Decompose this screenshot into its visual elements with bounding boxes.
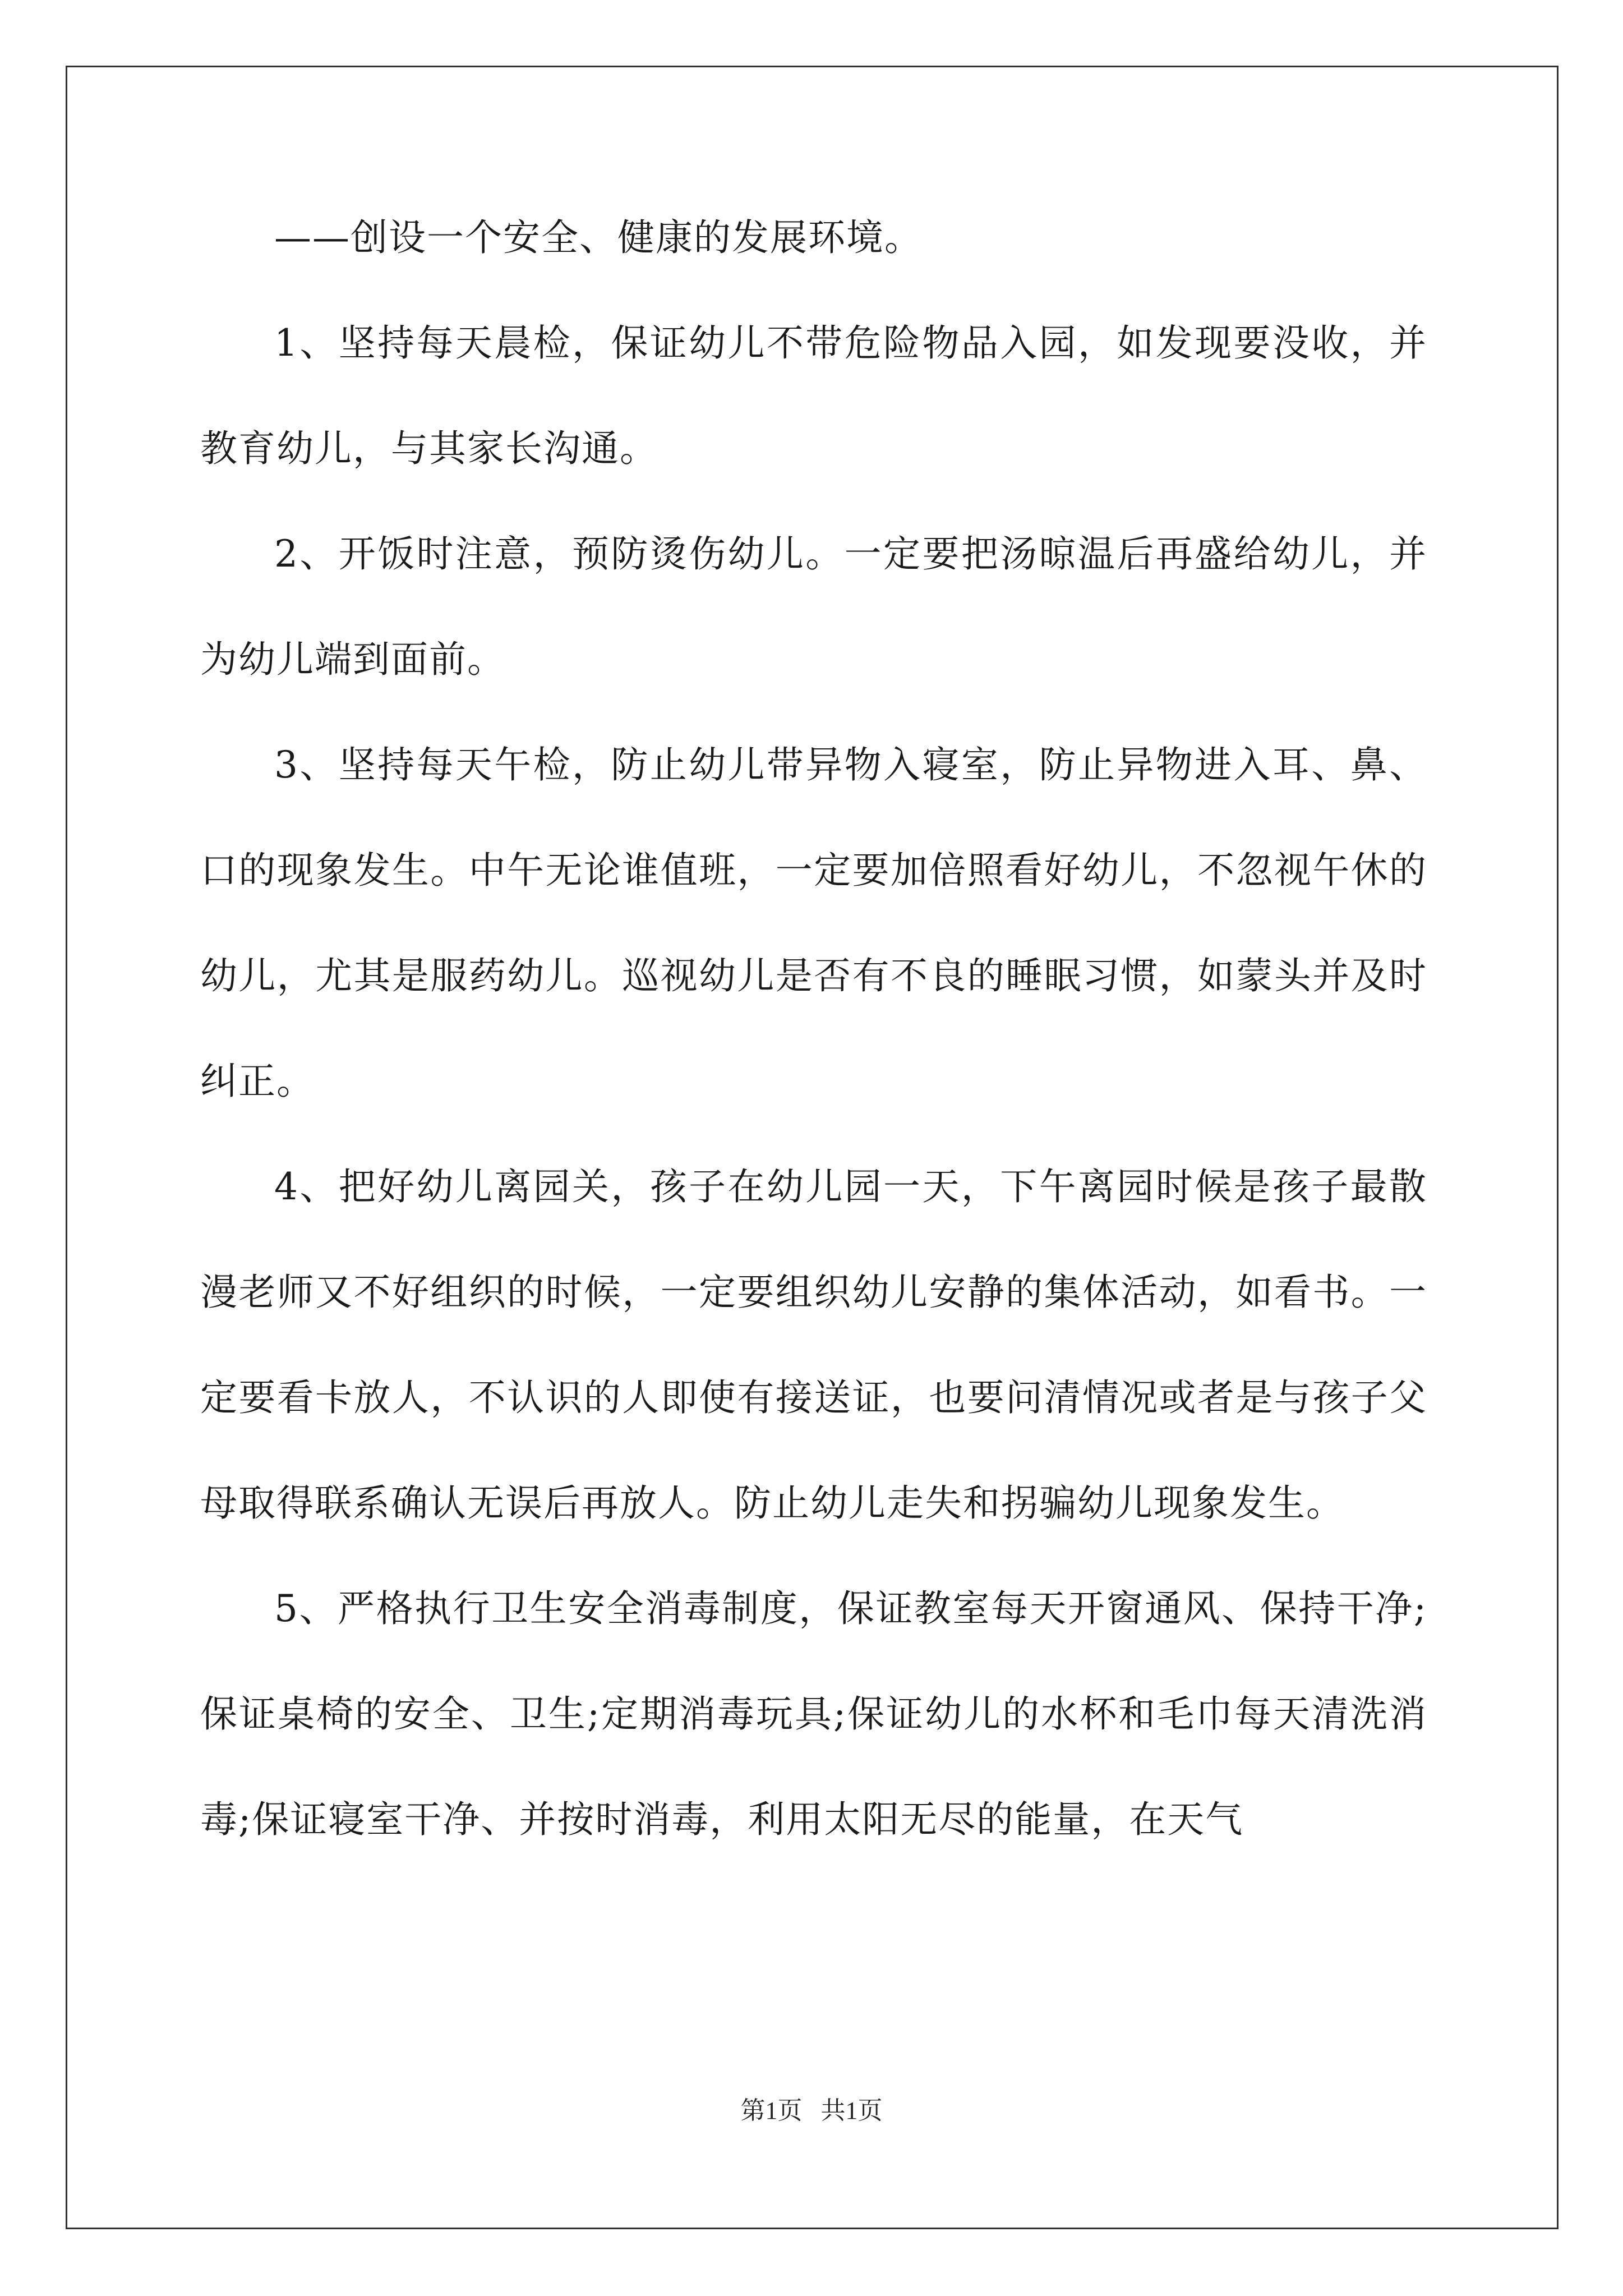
paragraph-item-4: 4、把好幼儿离园关，孩子在幼儿园一天，下午离园时候是孩子最散漫老师又不好组织的时候，一定要组织幼儿安静的集体活动，如看书。一定要看卡放人，不认识的人即使有接送证，也要问清情况或者是与孩子父母取得联系确认无误后再放人。防止幼儿走失和拐骗幼儿现象发生。 <box>200 1165 1427 1525</box>
paragraph-item-2: 2、开饭时注意，预防烫伤幼儿。一定要把汤晾温后再盛给幼儿，并为幼儿端到面前。 <box>200 532 1427 681</box>
document-body <box>200 185 1427 1872</box>
paragraph-intro: ——创设一个安全、健康的发展环境。 <box>274 216 923 259</box>
paragraph-item-5: 5、严格执行卫生安全消毒制度，保证教室每天开窗通风、保持干净;保证桌椅的安全、卫生;定期消毒玩具;保证幼儿的水杯和毛巾每天清洗消毒;保证寝室干净、并按时消毒，利用太阳无尽的能量，在天气 <box>200 1587 1427 1841</box>
paragraph-item-1: 1、坚持每天晨检，保证幼儿不带危险物品入园，如发现要没收，并教育幼儿，与其家长沟通。 <box>200 321 1427 470</box>
page-footer: 第1页 共1页 <box>740 2097 883 2124</box>
paragraph-item-3: 3、坚持每天午检，防止幼儿带异物入寝室，防止异物进入耳、鼻、口的现象发生。中午无论谁值班，一定要加倍照看好幼儿，不忽视午休的幼儿，尤其是服药幼儿。巡视幼儿是否有不良的睡眠习惯，如蒙头并及时纠正。 <box>200 743 1427 1103</box>
